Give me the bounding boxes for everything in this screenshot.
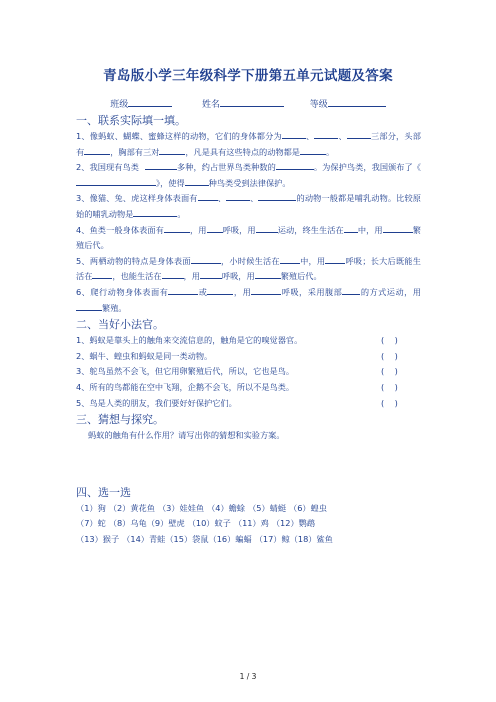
student-info-bar xyxy=(0,97,496,110)
page-number: 1 / 3 xyxy=(239,672,257,681)
judge-item-4: 4、所有的鸟都能在空中飞翔，企鹅不会飞，所以不是鸟类。 ( ) xyxy=(76,380,421,396)
choice-line-3: （13）猴子 （14）青蛙（15）袋鼠（16）蝙蝠 （17）鲸（18）鲨鱼 xyxy=(76,533,333,544)
class-blank xyxy=(128,97,172,107)
answer-paren[interactable]: ( ) xyxy=(381,350,398,361)
section4-heading: 四、选一选 xyxy=(76,485,131,499)
choice-line-2: （7）蛇 （8）乌龟（9）壁虎 （10）蚊子 （11）鸡 （12）鹦鹉 xyxy=(76,518,316,529)
page-title: 青岛版小学三年级科学下册第五单元试题及答案 xyxy=(103,68,393,84)
name-blank xyxy=(220,97,284,107)
exam-content xyxy=(76,112,421,547)
judge-item-1: 1、蚂蚁是靠头上的触角来交流信息的，触角是它的嗅觉器官。 ( ) xyxy=(76,333,421,349)
choice-line-1: （1）狗 （2）黄花鱼 （3）娃娃鱼 （4）蟾蜍 （5）蜻蜓 （6）蝗虫 xyxy=(76,502,327,513)
grade-blank xyxy=(328,97,386,107)
class-label: 班级 xyxy=(110,100,129,110)
question-1-5: 5、两栖动物的特点是身体表面 ，小时候生活在 中，用 呼吸；长大后既能生活在 ，也能生活在 ，用 呼吸，用 繁殖后代。 xyxy=(76,255,421,282)
answer-space[interactable] xyxy=(76,444,421,484)
question-1-3: 3、像猫、兔、虎这样身体表面有 、 、 的动物一般都是哺乳动物。比较原始的哺乳动物是 。 xyxy=(76,193,421,219)
section1-heading: 一、联系实际填一填。 xyxy=(76,114,186,127)
question-1-2: 2、我国现有鸟类 多种，约占世界鸟类种数的 。为保护鸟类，我国颁布了《》，使得 种鸟类受到法律保护。 xyxy=(76,162,421,188)
question-1-4: 4、鱼类一般身体表面有 ，用 呼吸，用 运动，终生生活在 中，用 繁殖后代。 xyxy=(76,224,421,251)
answer-paren[interactable]: ( ) xyxy=(381,335,398,346)
answer-paren[interactable]: ( ) xyxy=(381,366,398,377)
section3-heading: 三、猜想与探究。 xyxy=(76,413,164,427)
judge-item-3: 3、鸵鸟虽然不会飞，但它用卵繁殖后代，所以，它也是鸟。 ( ) xyxy=(76,364,421,380)
question-1-1: 1、像蚂蚁、蝴蝶、蜜蜂这样的动物，它们的身体都分为 、 、 三部分，头部有 ，胸部有三对 ，凡是具有这些特点的动物都是 。 xyxy=(76,131,421,157)
question-1-6: 6、爬行动物身体表面有 或 ，用 呼吸，采用腹部 的方式运动，用繁殖。 xyxy=(76,286,421,313)
judge-item-5: 5、鸟是人类的朋友，我们要好好保护它们。 ( ) xyxy=(76,396,421,412)
name-label: 姓名 xyxy=(201,100,220,110)
judge-item-2: 2、蜗牛、蝗虫和蚂蚁是同一类动物。 ( ) xyxy=(76,349,421,365)
grade-label: 等级 xyxy=(309,100,328,110)
answer-paren[interactable]: ( ) xyxy=(381,397,398,408)
answer-paren[interactable]: ( ) xyxy=(381,381,398,392)
section3-question: 蚂蚁的触角有什么作用？请写出你的猜想和实验方案。 xyxy=(88,430,285,441)
section2-heading: 二、当好小法官。 xyxy=(76,318,164,332)
